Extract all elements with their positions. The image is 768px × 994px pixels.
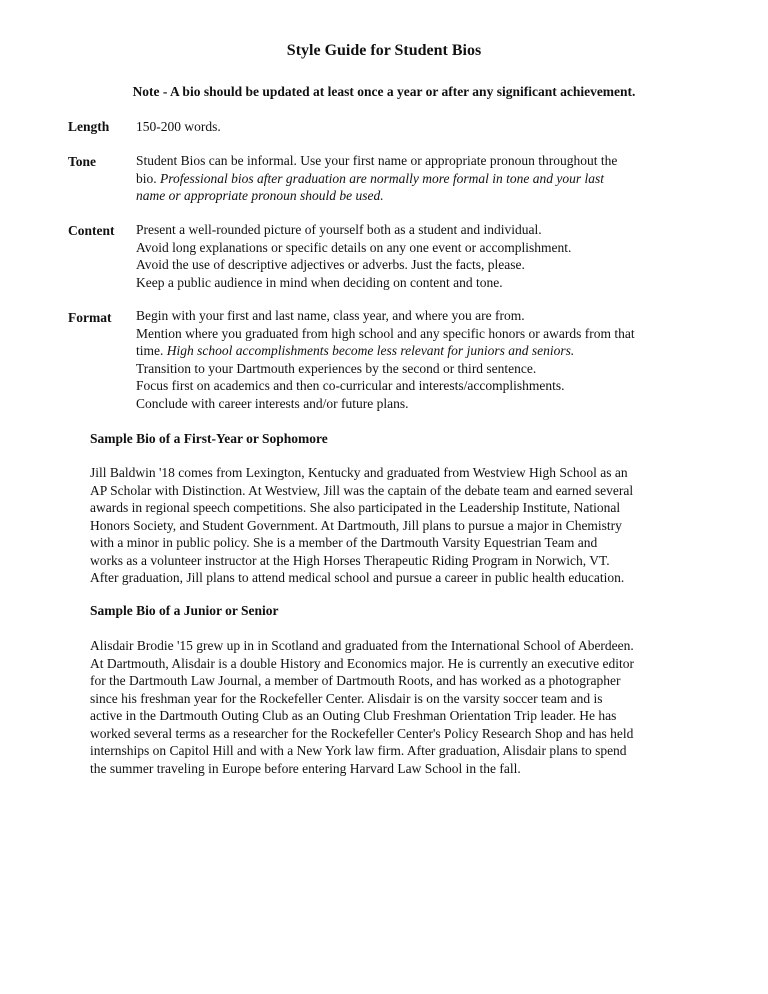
- bio-line: awards in regional speech competitions. She also participated in the Leadership Institute, National: [90, 500, 621, 515]
- bio-line: After graduation, Jill plans to attend medical school and pursue a career in public health education.: [90, 570, 625, 585]
- format-line: Conclude with career interests and/or future plans.: [136, 395, 409, 411]
- format-line: Begin with your first and last name, class year, and where you are from.: [136, 308, 525, 323]
- tone-line-italic: Professional bios after graduation are normally more formal in tone and your last: [160, 170, 605, 186]
- section-label-format: Format: [68, 310, 112, 325]
- bio-line: Alisdair Brodie '15 grew up in in Scotland and graduated from the International School of Aberdeen.: [90, 638, 634, 653]
- section-label-content: Content: [68, 223, 115, 238]
- format-line-plain: time.: [136, 343, 167, 358]
- section-body-length: [136, 118, 736, 136]
- content-line: Keep a public audience in mind when deciding on content and tone.: [136, 274, 503, 290]
- format-line: Transition to your Dartmouth experiences by the second or third sentence.: [136, 360, 537, 376]
- tone-line: Student Bios can be informal. Use your first name or appropriate pronoun throughout the: [136, 153, 618, 168]
- content-line: Avoid the use of descriptive adjectives or adverbs. Just the facts, please.: [136, 257, 525, 272]
- bio-line: active in the Dartmouth Outing Club as an Outing Club Freshman Orientation Trip leader. He has: [90, 708, 617, 723]
- bio-line: worked several terms as a researcher for the Rockefeller Center's Policy Research Shop and has held: [90, 725, 634, 741]
- tone-line: [136, 170, 736, 188]
- section-label-length: Length: [68, 119, 110, 134]
- sample-bio-first-year: [90, 464, 730, 587]
- bio-line: At Dartmouth, Alisdair is a double History and Economics major. He is currently an executive editor: [90, 655, 634, 671]
- bio-line: for the Dartmouth Law Journal, a member of Dartmouth Roots, and has worked as a photographer: [90, 673, 621, 688]
- sample-bio-junior: [90, 637, 730, 777]
- length-line: 150-200 words.: [136, 119, 221, 134]
- bio-line: Honors Society, and Student Government. At Dartmouth, Jill plans to pursue a major in Chemistry: [90, 517, 622, 533]
- content-line: Present a well-rounded picture of yourself both as a student and individual.: [136, 222, 542, 237]
- bio-line: AP Scholar with Distinction. At Westview, Jill was the captain of the debate team and earned several: [90, 482, 634, 498]
- format-line: [136, 342, 736, 360]
- bio-line: works as a volunteer instructor at the High Horses Therapeutic Riding Program in Norwich, VT.: [90, 552, 610, 568]
- sample-heading-first-year: Sample Bio of a First-Year or Sophomore: [90, 431, 328, 446]
- sample-heading-junior: Sample Bio of a Junior or Senior: [90, 603, 279, 618]
- section-body-content: [136, 221, 736, 291]
- page-title: Style Guide for Student Bios: [286, 42, 482, 59]
- bio-line: the summer traveling in Europe before entering Harvard Law School in the fall.: [90, 760, 521, 776]
- content-line: Avoid long explanations or specific details on any one event or accomplishment.: [136, 239, 572, 255]
- format-line: Focus first on academics and then co-curricular and interests/accomplishments.: [136, 378, 565, 393]
- bio-line: with a minor in public policy. She is a member of the Dartmouth Varsity Equestrian Team and: [90, 535, 598, 550]
- tone-line-italic: name or appropriate pronoun should be used.: [136, 188, 384, 203]
- format-line: Mention where you graduated from high school and any specific honors or awards from that: [136, 325, 635, 341]
- tone-line-plain: bio.: [136, 170, 161, 186]
- bio-line: Jill Baldwin '18 comes from Lexington, Kentucky and graduated from Westview High School as an: [90, 465, 628, 480]
- format-line-italic: High school accomplishments become less relevant for juniors and seniors.: [166, 343, 575, 358]
- section-label-tone: Tone: [68, 154, 97, 169]
- section-body-tone: [136, 152, 736, 205]
- bio-line: internships on Capitol Hill and with a New York law firm. After graduation, Alisdair plans to spend: [90, 743, 627, 758]
- bio-line: since his freshman year for the Rockefeller Center. Alisdair is on the varsity soccer team and is: [90, 690, 603, 706]
- update-note: Note - A bio should be updated at least once a year or after any significant achievement.: [132, 84, 636, 99]
- section-body-format: [136, 307, 736, 412]
